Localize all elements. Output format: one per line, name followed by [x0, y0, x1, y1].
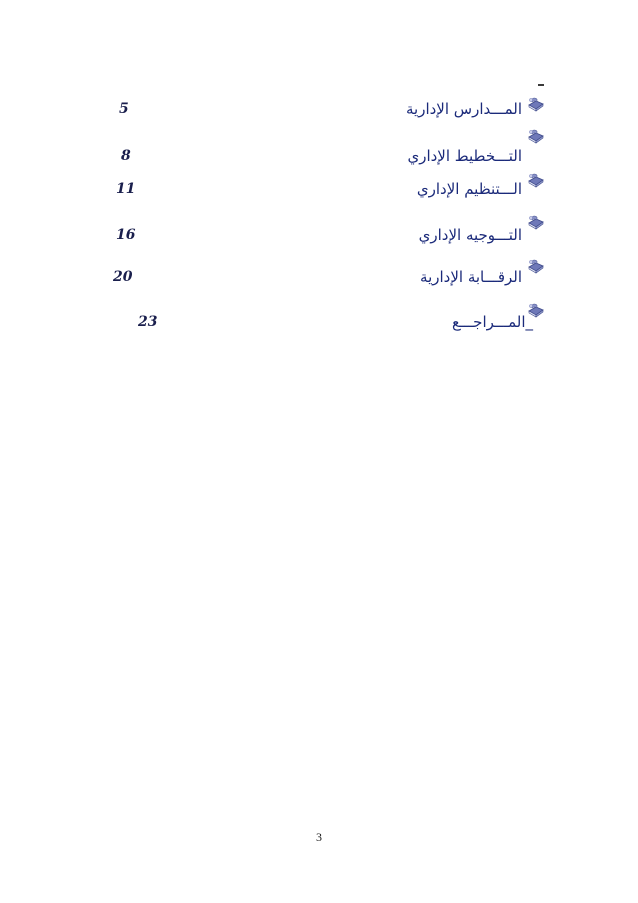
toc-entry: [0, 96, 638, 126]
toc-entry-title: المـــدارس الإدارية: [406, 100, 522, 118]
toc-entry-page: 11: [116, 181, 136, 197]
toc-entry-title: التـــوجيه الإداري: [418, 226, 522, 244]
book-icon: [527, 96, 545, 112]
page-number: 3: [316, 830, 322, 844]
toc-entry-page: 8: [121, 148, 131, 164]
toc-entry: [0, 302, 638, 332]
book-icon: [527, 128, 545, 144]
toc-entry: [0, 172, 638, 202]
book-icon: [527, 172, 545, 188]
book-icon: [527, 214, 545, 230]
dash-mark: [538, 84, 544, 86]
toc-entry-title: _المـــراجـــع: [452, 313, 533, 331]
toc-entry: [0, 128, 638, 165]
toc-entry-page: 5: [119, 101, 129, 117]
toc-entry-page: 20: [113, 269, 133, 285]
toc-entry: [0, 214, 638, 244]
toc-entry-page: 16: [116, 227, 136, 243]
toc-entry-title: الـــتنظيم الإداري: [416, 180, 522, 198]
toc-entry-page: 23: [138, 314, 158, 330]
book-icon: [527, 258, 545, 274]
toc-entry-title: الرقـــابة الإدارية: [420, 268, 522, 286]
toc-entry-title: التـــخطيط الإداري: [407, 147, 522, 165]
toc-entry: [0, 258, 638, 288]
